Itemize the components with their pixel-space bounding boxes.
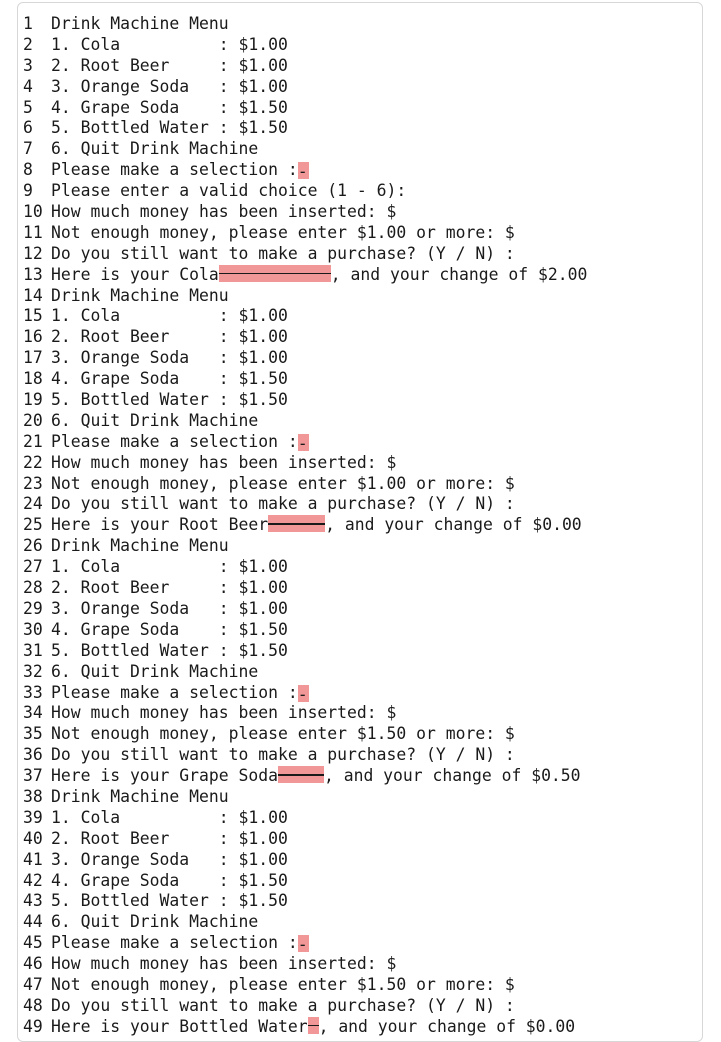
line-text: [51, 223, 515, 244]
output-line: [23, 975, 587, 996]
line-text-main: How much money has been inserted: $: [51, 452, 397, 472]
diff-highlight-mark: -: [297, 935, 308, 955]
line-text-main: Do you still want to make a purchase? (Y / N) :: [51, 995, 515, 1015]
line-text: [51, 745, 515, 766]
output-line: [23, 327, 587, 348]
output-line: [23, 14, 587, 35]
line-number: 20: [23, 410, 43, 430]
line-number: 48: [23, 995, 43, 1015]
line-text-main: 4. Grape Soda : $1.50: [51, 369, 288, 389]
output-line: [23, 160, 587, 181]
line-number: 30: [23, 619, 43, 639]
line-number: 18: [23, 369, 43, 389]
line-text: [51, 181, 406, 202]
line-text: [51, 286, 229, 307]
line-number: 19: [23, 390, 43, 410]
line-text-main: Here is your Root Beer: [51, 515, 269, 535]
line-text-main: Here is your Grape Soda: [51, 766, 278, 786]
line-text-main: 2. Root Beer : $1.00: [51, 578, 288, 598]
output-line: [23, 871, 587, 892]
line-text-main: Not enough money, please enter $1.00 or more: $: [51, 473, 515, 493]
diff-highlight-mark: -: [297, 433, 308, 453]
line-text: [51, 411, 258, 432]
line-text: [51, 871, 288, 892]
line-text-main: 5. Bottled Water : $1.50: [51, 891, 288, 911]
line-text: [51, 369, 288, 390]
line-number: 12: [23, 243, 43, 263]
line-text-suffix: , and your change of $0.00: [318, 1016, 576, 1036]
line-text-main: 6. Quit Drink Machine: [51, 410, 259, 430]
line-text: [51, 265, 587, 286]
output-line: [23, 56, 587, 77]
line-text-main: Drink Machine Menu: [51, 786, 229, 806]
line-text-main: 3. Orange Soda : $1.00: [51, 348, 288, 368]
line-number: 23: [23, 473, 43, 493]
line-number: 7: [23, 139, 33, 159]
line-text-main: 4. Grape Soda : $1.50: [51, 619, 288, 639]
diff-highlight-mark: [278, 766, 324, 783]
output-line: [23, 265, 587, 286]
line-text-suffix: , and your change of $2.00: [330, 264, 588, 284]
diff-highlight-mark: [308, 1017, 319, 1034]
output-line: [23, 1017, 587, 1038]
line-number: 27: [23, 557, 43, 577]
line-number: 5: [23, 97, 33, 117]
line-text-main: How much money has been inserted: $: [51, 703, 397, 723]
line-text: [51, 35, 288, 56]
line-text-main: 4. Grape Soda : $1.50: [51, 870, 288, 890]
output-line: [23, 557, 587, 578]
line-text-main: Not enough money, please enter $1.00 or more: $: [51, 222, 515, 242]
line-text: [51, 515, 582, 536]
line-number: 38: [23, 786, 43, 806]
line-number: 1: [23, 14, 33, 33]
line-number: 16: [23, 327, 43, 347]
line-text: [51, 536, 229, 557]
line-text: [51, 891, 288, 912]
line-number: 4: [23, 76, 33, 96]
line-number: 46: [23, 954, 43, 974]
output-line: [23, 306, 587, 327]
line-text: [51, 118, 288, 139]
line-text: [51, 202, 396, 223]
line-text-main: 2. Root Beer : $1.00: [51, 828, 288, 848]
line-number: 6: [23, 118, 33, 138]
output-line: [23, 411, 587, 432]
line-text: [51, 766, 581, 787]
line-text: [51, 703, 396, 724]
line-number: 37: [23, 766, 43, 786]
line-number: 35: [23, 724, 43, 744]
diff-highlight-mark: [268, 515, 325, 532]
output-line: [23, 77, 587, 98]
line-number: 39: [23, 807, 43, 827]
line-number: 31: [23, 640, 43, 660]
line-text: [51, 662, 258, 683]
line-number: 17: [23, 348, 43, 368]
line-text-main: Please make a selection :: [51, 682, 298, 702]
line-number: 14: [23, 285, 43, 305]
output-line: [23, 996, 587, 1017]
line-text: [51, 474, 515, 495]
line-number: 34: [23, 703, 43, 723]
line-text-suffix: , and your change of $0.50: [323, 766, 581, 786]
line-number: 41: [23, 849, 43, 869]
line-text-suffix: , and your change of $0.00: [325, 515, 582, 535]
line-number: 45: [23, 933, 43, 953]
output-line: [23, 536, 587, 557]
line-text: [51, 390, 288, 411]
diff-highlight-mark: -: [297, 684, 308, 704]
line-text-main: 2. Root Beer : $1.00: [51, 327, 288, 347]
line-text-main: 1. Cola : $1.00: [51, 306, 288, 326]
output-line: [23, 390, 587, 411]
output-line: [23, 912, 587, 933]
diff-highlight-mark: [219, 265, 331, 282]
line-text-main: 5. Bottled Water : $1.50: [51, 118, 288, 138]
line-number: 15: [23, 306, 43, 326]
line-text: [51, 494, 515, 515]
output-line: [23, 98, 587, 119]
line-number: 43: [23, 891, 43, 911]
line-text-main: Not enough money, please enter $1.50 or more: $: [51, 724, 515, 744]
line-text: [51, 348, 288, 369]
line-text: [51, 808, 288, 829]
line-text: [51, 683, 309, 704]
line-text: [51, 954, 396, 975]
line-number: 2: [23, 34, 33, 54]
line-text: [51, 14, 229, 35]
line-number: 13: [23, 264, 43, 284]
line-text: [51, 139, 258, 160]
diff-highlight-mark: -: [297, 162, 308, 182]
line-text: [51, 578, 288, 599]
line-text-main: 6. Quit Drink Machine: [51, 661, 259, 681]
output-line: [23, 474, 587, 495]
output-line: [23, 891, 587, 912]
output-line: [23, 348, 587, 369]
line-number: 42: [23, 870, 43, 890]
line-text-main: Please make a selection :: [51, 933, 298, 953]
line-text-main: 1. Cola : $1.00: [51, 807, 288, 827]
line-number: 21: [23, 431, 43, 451]
line-text: [51, 160, 309, 181]
output-line: [23, 724, 587, 745]
line-number: 24: [23, 494, 43, 514]
output-line: [23, 515, 587, 536]
output-line: [23, 453, 587, 474]
output-line: [23, 286, 587, 307]
line-text-main: 1. Cola : $1.00: [51, 34, 288, 54]
line-text-main: Do you still want to make a purchase? (Y / N) :: [51, 745, 515, 765]
line-text: [51, 244, 515, 265]
line-text-main: 3. Orange Soda : $1.00: [51, 849, 288, 869]
line-text-main: Here is your Bottled Water: [51, 1016, 308, 1036]
output-line: [23, 578, 587, 599]
line-text: [51, 77, 288, 98]
output-line: [23, 766, 587, 787]
line-text-main: 6. Quit Drink Machine: [51, 912, 259, 932]
line-number: 25: [23, 515, 43, 535]
output-line: [23, 787, 587, 808]
line-text: [51, 599, 288, 620]
output-line: [23, 181, 587, 202]
line-text-main: 2. Root Beer : $1.00: [51, 55, 288, 75]
line-text-main: Not enough money, please enter $1.50 or more: $: [51, 974, 515, 994]
line-text-main: 5. Bottled Water : $1.50: [51, 390, 288, 410]
line-number: 11: [23, 222, 43, 242]
line-text-main: 3. Orange Soda : $1.00: [51, 598, 288, 618]
console-output-panel: [17, 2, 703, 1042]
console-output: [23, 14, 587, 1038]
line-number: 3: [23, 55, 33, 75]
line-text-main: 5. Bottled Water : $1.50: [51, 640, 288, 660]
line-text: [51, 98, 288, 119]
line-number: 32: [23, 661, 43, 681]
line-text-main: How much money has been inserted: $: [51, 954, 397, 974]
line-number: 33: [23, 682, 43, 702]
output-line: [23, 369, 587, 390]
line-text: [51, 912, 258, 933]
line-number: 28: [23, 578, 43, 598]
line-text-main: 6. Quit Drink Machine: [51, 139, 259, 159]
line-text-main: How much money has been inserted: $: [51, 202, 397, 222]
output-line: [23, 683, 587, 704]
output-line: [23, 850, 587, 871]
line-text: [51, 996, 515, 1017]
output-line: [23, 494, 587, 515]
line-text-main: 4. Grape Soda : $1.50: [51, 97, 288, 117]
output-line: [23, 35, 587, 56]
line-text: [51, 432, 309, 453]
output-line: [23, 599, 587, 620]
line-text-main: Drink Machine Menu: [51, 14, 229, 33]
output-line: [23, 933, 587, 954]
line-text: [51, 975, 515, 996]
line-text-main: Please make a selection :: [51, 160, 298, 180]
line-text-main: 3. Orange Soda : $1.00: [51, 76, 288, 96]
line-text-main: Please enter a valid choice (1 - 6):: [51, 181, 407, 201]
line-text: [51, 56, 288, 77]
line-number: 8: [23, 160, 33, 180]
line-text: [51, 453, 396, 474]
line-text: [51, 724, 515, 745]
line-number: 22: [23, 452, 43, 472]
output-line: [23, 223, 587, 244]
line-text: [51, 557, 288, 578]
line-number: 29: [23, 598, 43, 618]
line-number: 47: [23, 974, 43, 994]
output-line: [23, 808, 587, 829]
line-text: [51, 933, 309, 954]
output-line: [23, 829, 587, 850]
output-line: [23, 202, 587, 223]
line-text: [51, 829, 288, 850]
output-line: [23, 662, 587, 683]
line-number: 9: [23, 181, 33, 201]
line-number: 36: [23, 745, 43, 765]
output-line: [23, 954, 587, 975]
output-line: [23, 703, 587, 724]
line-text: [51, 620, 288, 641]
output-line: [23, 244, 587, 265]
line-text-main: Do you still want to make a purchase? (Y / N) :: [51, 494, 515, 514]
output-line: [23, 620, 587, 641]
output-line: [23, 432, 587, 453]
line-number: 40: [23, 828, 43, 848]
line-text-main: Here is your Cola: [51, 264, 219, 284]
line-text-main: Drink Machine Menu: [51, 285, 229, 305]
output-line: [23, 641, 587, 662]
line-number: 49: [23, 1016, 43, 1036]
line-number: 26: [23, 536, 43, 556]
line-text: [51, 787, 229, 808]
output-line: [23, 139, 587, 160]
line-number: 44: [23, 912, 43, 932]
line-text: [51, 850, 288, 871]
output-line: [23, 118, 587, 139]
line-text-main: Do you still want to make a purchase? (Y / N) :: [51, 243, 515, 263]
line-text: [51, 306, 288, 327]
line-number: 10: [23, 202, 43, 222]
line-text: [51, 327, 288, 348]
line-text-main: Please make a selection :: [51, 431, 298, 451]
line-text: [51, 641, 288, 662]
line-text: [51, 1017, 575, 1038]
output-line: [23, 745, 587, 766]
line-text-main: Drink Machine Menu: [51, 536, 229, 556]
line-text-main: 1. Cola : $1.00: [51, 557, 288, 577]
